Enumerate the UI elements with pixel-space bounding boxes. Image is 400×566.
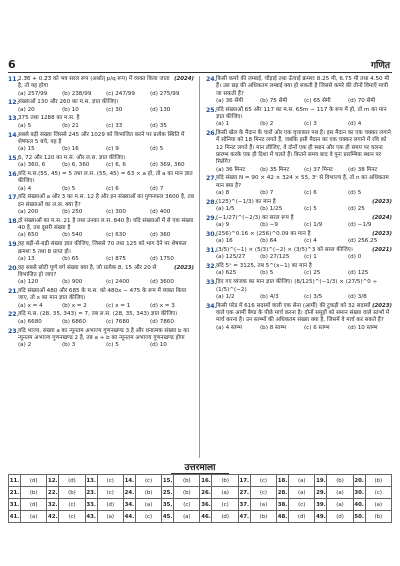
answer-option: (b) 238/99 (62, 90, 92, 97)
question-number: 28. (206, 198, 217, 206)
answer-number: 47. (238, 511, 250, 523)
answer-number: 15. (162, 475, 174, 487)
answer-option: (a) 6680 (18, 318, 42, 325)
answer-option: (c) 6 (106, 185, 119, 192)
option-list (216, 222, 392, 229)
question-text: यदि संख्याओं a और 3 का म.स. 12 है और इन संख्याओं का गुणनफल 3600 है, तब इन संख्याओं का ल.स. क्या है? (18, 194, 194, 208)
question-item (206, 303, 392, 332)
question-item (8, 76, 194, 98)
answer-option: (b) x = 2 (62, 302, 87, 309)
answer-number: 28. (277, 487, 289, 499)
answer-number: 43. (85, 511, 97, 523)
answer-option: (d) 5 (348, 189, 362, 196)
answer-option: (b) 64 (260, 238, 277, 245)
answer-number: 26. (200, 487, 212, 499)
question-number: 23. (8, 327, 19, 335)
answer-number: 18. (277, 475, 289, 487)
answer-value: (a) (97, 511, 123, 523)
answer-option: (d) 0 (348, 254, 362, 261)
question-item (206, 175, 392, 197)
question-year: (2023) (174, 264, 194, 271)
answer-option: (c) 5 (106, 342, 119, 349)
answer-option: (d) 360 (150, 232, 171, 239)
option-list (18, 256, 194, 263)
question-item (206, 263, 392, 278)
question-item (206, 107, 392, 129)
answer-option: (d) 7 (150, 185, 164, 192)
answer-option: (b) 250 (62, 209, 83, 216)
answer-option: (a) 36 सेमी (216, 97, 244, 104)
answer-option: (c) 37 मिनट (304, 166, 333, 173)
answer-number: 33. (85, 499, 97, 511)
page-header (8, 58, 392, 73)
answer-option: (b) 75 सेमी (260, 97, 288, 104)
answer-number: 48. (277, 511, 289, 523)
answer-key-heading (0, 460, 400, 474)
question-number: 14. (8, 131, 19, 139)
question-text: यदि म.स. (28, 35, 343) = 7, तब ल.स. (28, 35, 343) ज्ञात कीजिए। (18, 311, 178, 318)
answer-option: (d) 3600 (150, 279, 174, 286)
answer-option: (b) −9 (260, 222, 278, 229)
answer-option: (d) 35 (150, 122, 167, 129)
answer-option: (b) 8 स्तम्भ (260, 324, 287, 331)
question-item (8, 194, 194, 216)
answer-option: (c) 5 (304, 206, 317, 213)
answer-option: (c) 247/99 (106, 90, 135, 97)
answer-number: 17. (238, 475, 250, 487)
question-item (206, 199, 392, 214)
question-number: 29. (206, 214, 217, 222)
answer-value: (d) (289, 511, 315, 523)
answer-option: (d) 3/8 (348, 293, 367, 300)
question-year: (2023) (372, 230, 392, 237)
option-list (18, 342, 194, 349)
option-list (18, 209, 194, 216)
answer-value: (b) (174, 487, 200, 499)
top-margin (0, 0, 400, 62)
answer-value: (b) (21, 487, 47, 499)
answer-option: (a) 16 (216, 238, 233, 245)
answer-option: (a) 5 (18, 122, 32, 129)
answer-value: (a) (327, 487, 353, 499)
answer-value: (d) (21, 475, 47, 487)
answer-value: (a) (135, 499, 161, 511)
option-list (216, 325, 392, 332)
question-item (8, 218, 194, 240)
option-list (18, 146, 194, 153)
question-number: 18. (8, 217, 19, 225)
question-year: (2024) (174, 76, 194, 82)
answer-number: 11. (9, 475, 21, 487)
answer-value: (b) (365, 475, 391, 487)
answer-number: 20. (353, 475, 365, 487)
answer-number: 39. (315, 499, 327, 511)
answer-value: (a) (250, 499, 276, 511)
answer-option: (b) 7 (260, 189, 274, 196)
question-text: वह बड़ी-से-बड़ी संख्या ज्ञात कीजिए, जिससे 70 तथा 125 को भाग देने पर शेषफल क्रमशः 5 तथा 8 प्राप्त हो। (18, 241, 187, 255)
answer-value: (d) (97, 499, 123, 511)
answer-option: (d) −1/9 (348, 222, 372, 229)
answer-value: (d) (59, 475, 85, 487)
answer-option: (d) 10 (150, 342, 167, 349)
question-number: 22. (8, 311, 19, 319)
question-number: 15. (8, 154, 19, 162)
answer-option: (d) 70 सेमी (348, 97, 376, 104)
option-list (18, 319, 194, 326)
answer-option: (b) 3 (62, 342, 76, 349)
question-year: (2021) (372, 247, 392, 254)
answer-value: (a) (21, 511, 47, 523)
answer-value: (b) (174, 475, 200, 487)
answer-number: 29. (315, 487, 327, 499)
answer-value: (a) (174, 511, 200, 523)
answer-value: (c) (289, 499, 315, 511)
question-year: (2024) (372, 214, 392, 221)
answer-value: (b) (327, 475, 353, 487)
answer-value: (d) (327, 511, 353, 523)
question-text: (−1/27)^(−2/3) का सरल रूप है (216, 214, 294, 221)
option-list (216, 206, 392, 213)
subject-title: गणित (370, 61, 390, 71)
option-list (18, 123, 194, 130)
answer-option: (b) 5 (260, 270, 274, 277)
answer-option: (d) 7860 (150, 318, 174, 325)
answer-option: (a) 257/99 (18, 90, 48, 97)
page-number: 6 (8, 58, 16, 71)
answer-option: (b) 2 (260, 121, 274, 128)
answer-number: 50. (353, 511, 365, 523)
answer-value: (c) (97, 475, 123, 487)
question-text: यदि संख्याओं 480 और 685 के म.स. को 480x − 475 के रूप में व्यक्त किया जाए, तो x का मान ज्ञात कीजिए। (18, 288, 187, 302)
question-item (8, 241, 194, 263)
question-text: 375 तथा 1288 का म.स. है (18, 115, 80, 122)
answer-value: (d) (21, 499, 47, 511)
answer-option: (d) 38 मिनट (348, 166, 378, 173)
answer-option: (d) 25 (348, 206, 365, 213)
answer-row (9, 475, 392, 487)
answer-option: (b) 35 मिनट (260, 166, 290, 173)
answer-row (9, 511, 392, 523)
answer-option: (a) 360, 6 (18, 162, 46, 169)
option-list (18, 162, 194, 169)
question-number: 33. (206, 279, 217, 287)
answer-option: (c) 1 (304, 254, 317, 261)
answer-option: (a) 20 (18, 106, 35, 113)
answer-value: (c) (365, 487, 391, 499)
bottom-margin (0, 528, 400, 566)
answer-number: 42. (47, 511, 59, 523)
answer-option: (a) 1/5 (216, 206, 235, 213)
answer-value: (a) (365, 499, 391, 511)
answer-number: 32. (47, 499, 59, 511)
answer-number: 13. (85, 475, 97, 487)
answer-value: (a) (289, 475, 315, 487)
answer-option: (a) 36 मिनट (216, 166, 246, 173)
answer-option: (c) 6 स्तम्भ (304, 324, 330, 331)
answer-number: 41. (9, 511, 21, 523)
answer-option: (d) 275/99 (150, 90, 180, 97)
answer-value: (b) (365, 511, 391, 523)
answer-option: (d) 1750 (150, 255, 174, 262)
question-text: (125)^(−1/3) का मान है (216, 198, 276, 205)
option-list (216, 294, 392, 301)
answer-key-title: उत्तरमाला (171, 460, 230, 474)
answer-number: 46. (200, 511, 212, 523)
question-text: यदि भाज्य, संख्या a का न्यूनतम अभाज्य गुणनखण्ड 3 है और धनात्मक संख्या b का न्यूनतम अभाज्य गुणनखण्ड 2 है, तब a + b का न्यूनतम अभाज्य गुणनखण्ड होगा (18, 327, 190, 341)
answer-option: (c) 4 (304, 238, 317, 245)
answer-option: (d) 5 (150, 146, 164, 153)
question-text: किसी परेड में 616 सदस्यों वाली एक सेना (आर्मी) की टुकड़ी को 32 सदस्यों वाले एक आर्मी बैण्ड के पीछे मार्च करना है। दोनों समूहों को समान संख्या वाले स्तंभों में मार्च करना है। उन स्तम्भों की अधिकतम संख्या क्या है, जिसमें वे मार्च कर सकते हैं? (216, 302, 390, 324)
answer-number: 16. (200, 475, 212, 487)
answer-value: (c) (135, 511, 161, 523)
question-text: (3/5)^(−1) × (5/3)^(−2) × (3/5)^3 को सरल कीजिए। (216, 247, 353, 254)
answer-number: 27. (238, 487, 250, 499)
answer-number: 25. (162, 487, 174, 499)
answer-option: (a) 13 (18, 255, 35, 262)
option-list (18, 279, 194, 286)
question-number: 27. (206, 175, 217, 183)
question-number: 12. (8, 99, 19, 107)
question-number: 30. (206, 230, 217, 238)
question-year: (2023) (372, 198, 392, 205)
answer-option: (c) 300 (106, 209, 126, 216)
question-text: यदि संख्याओं 65 और 117 का म.स. 65m − 117 के रूप में हो, तो m का मान ज्ञात कीजिए। (216, 106, 387, 120)
option-list (216, 121, 392, 128)
answer-value: (a) (212, 487, 238, 499)
answer-option: (a) 650 (18, 232, 39, 239)
question-item (8, 328, 194, 350)
question-number: 25. (206, 106, 217, 114)
answer-number: 36. (200, 499, 212, 511)
answer-option: (b) 4/3 (260, 293, 279, 300)
option-list (18, 107, 194, 114)
question-number: 32. (206, 263, 217, 271)
answer-key-table (8, 474, 392, 523)
answer-value: (b) (212, 475, 238, 487)
answer-number: 37. (238, 499, 250, 511)
question-text: किसी कमरे की लम्बाई, चौड़ाई तथा ऊँचाई क्रमशः 8.25 मी, 6.75 मी तथा 4.50 मी हैं। उस छड़ की अधिकतम लम्बाई क्या हो सकती है जिससे कमरे की तीनों विमाएँ मापी जा सकती हैं? (216, 76, 390, 97)
answer-option: (a) 8 (216, 189, 230, 196)
question-number: 19. (8, 241, 19, 249)
question-item (8, 288, 194, 310)
answer-option: (b) 16 (62, 146, 79, 153)
answer-row (9, 487, 392, 499)
answer-option: (b) 540 (62, 232, 83, 239)
option-list (18, 232, 194, 239)
answer-number: 35. (162, 499, 174, 511)
answer-option: (a) 625 (216, 270, 237, 277)
question-text: 6, 72 और 120 का म.स. और ल.स. ज्ञात कीजिए। (18, 154, 126, 161)
question-item (8, 132, 194, 154)
answer-option: (d) x = 3 (150, 302, 175, 309)
answer-option: (b) 27/125 (260, 254, 290, 261)
option-list (18, 91, 194, 98)
question-text: वह सबसे छोटी पूर्ण वर्ग संख्या क्या है, जो प्रत्येक 8, 15 और 20 से विभाजित हो जाए? (18, 264, 157, 278)
left-question-column (8, 76, 194, 351)
answer-option: (a) 4 स्तम्भ (216, 324, 242, 331)
question-year: (2023) (372, 302, 392, 309)
answer-number: 22. (47, 487, 59, 499)
answer-option: (d) 130 (150, 106, 171, 113)
answer-value: (c) (59, 499, 85, 511)
answer-option: (d) 256.25 (348, 238, 378, 245)
answer-option: (c) 9 (106, 146, 119, 153)
answer-value: (b) (250, 511, 276, 523)
answer-option: (a) 200 (18, 209, 39, 216)
answer-option: (c) 6 (304, 189, 317, 196)
question-item (206, 76, 392, 105)
answer-option: (b) 6, 360 (62, 162, 90, 169)
question-text: यदि संख्या N = 90 × 42 × 324 × 55, 3ⁿ से विभाज्य है, तो n का अधिकतम मान क्या है? (216, 175, 389, 189)
option-list (18, 186, 194, 193)
answer-option: (a) x = 4 (18, 302, 43, 309)
answer-option: (a) 1/2 (216, 293, 235, 300)
answer-option: (a) 15 (18, 146, 35, 153)
question-item (206, 215, 392, 230)
question-item (8, 171, 194, 193)
answer-option: (b) 5 (62, 185, 76, 192)
question-item (206, 247, 392, 262)
question-item (8, 311, 194, 326)
answer-option: (d) 400 (150, 209, 171, 216)
option-list (216, 270, 392, 277)
answer-option: (b) 900 (62, 279, 83, 286)
answer-value: (c) (97, 487, 123, 499)
answer-number: 34. (123, 499, 135, 511)
answer-option: (c) 630 (106, 232, 126, 239)
answer-option: (a) 120 (18, 279, 39, 286)
answer-number: 49. (315, 511, 327, 523)
answer-number: 24. (123, 487, 135, 499)
option-list (216, 254, 392, 261)
question-text: दो संख्याओं का म.स. 21 है तथा उनका ल.स. 840 है। यदि संख्याओं में से एक संख्या 40 है, तब दूसरी संख्या है (18, 217, 194, 232)
question-text: किसी खेल के मैदान के चारों ओर एक वृत्ताकार पथ है। इस मैदान का एक चक्कर लगाने में सोनिया को 18 मिनट लगते हैं, जबकि इसी मैदान का एक चक्कर लगाने में रवि को 12 मिनट लगते हैं। मान लीजिए, वे दोनों एक ही स्थान और एक ही समय पर चलना प्रारम्भ करके एक ही दिशा में चलते हैं। कितने समय बाद वे पुनः प्रारम्भिक स्थान पर मिलेंगे? (216, 130, 391, 166)
answer-option: (b) 6860 (62, 318, 86, 325)
question-number: 17. (8, 194, 19, 202)
question-text: संख्याओं 130 और 260 का म.स. ज्ञात कीजिए। (18, 99, 119, 106)
question-item (206, 231, 392, 246)
question-number: 31. (206, 247, 217, 255)
answer-number: 19. (315, 475, 327, 487)
question-text: यदि म.स.(55, 45) = 5 तथा ल.स. (55, 45) = 63 × a हो, तो a का मान ज्ञात कीजिए। (18, 171, 193, 185)
answer-value: (c) (250, 487, 276, 499)
answer-option: (a) 125/27 (216, 254, 246, 261)
question-item (8, 155, 194, 170)
column-divider (199, 76, 200, 458)
answer-value: (d) (212, 511, 238, 523)
answer-value: (c) (212, 499, 238, 511)
answer-option: (c) 6, 6 (106, 162, 126, 169)
answer-option: (c) 65 सेमी (304, 97, 331, 104)
answer-number: 40. (353, 499, 365, 511)
answer-value: (c) (135, 475, 161, 487)
answer-option: (d) 4 (348, 121, 362, 128)
answer-option: (d) 369, 360 (150, 162, 185, 169)
answer-option: (a) 9 (216, 222, 230, 229)
question-item (206, 279, 392, 301)
answer-option: (c) 33 (106, 122, 123, 129)
answer-option: (b) 65 (62, 255, 79, 262)
question-text: सबसे बड़ी संख्या जिससे 245 और 1029 को विभाजित करने पर प्रत्येक स्थिति में शेषफल 5 बचे, वह है (18, 131, 185, 145)
answer-value: (b) (59, 487, 85, 499)
question-number: 34. (206, 302, 217, 310)
answer-number: 45. (162, 511, 174, 523)
answer-option: (a) 2 (18, 342, 32, 349)
question-number: 21. (8, 288, 19, 296)
question-item (8, 115, 194, 130)
question-item (206, 130, 392, 174)
answer-value: (b) (135, 487, 161, 499)
answer-value: (a) (289, 487, 315, 499)
answer-option: (c) 3/5 (304, 293, 323, 300)
answer-option: (c) 3 (304, 121, 317, 128)
right-question-column (206, 76, 392, 333)
question-number: 20. (8, 264, 19, 272)
answer-option: (d) 125 (348, 270, 369, 277)
answer-option: (c) 25 (304, 270, 321, 277)
answer-value: (c) (250, 475, 276, 487)
answer-number: 31. (9, 499, 21, 511)
answer-option: (c) 875 (106, 255, 126, 262)
answer-option: (c) 1/9 (304, 222, 323, 229)
question-text: (256)^0.16 × (256)^0.09 का मान है (216, 230, 311, 237)
answer-option: (b) 21 (62, 122, 79, 129)
question-item (8, 99, 194, 114)
answer-option: (b) 1/25 (260, 206, 283, 213)
answer-option: (c) 7680 (106, 318, 130, 325)
question-number: 13. (8, 115, 19, 123)
answer-option: (a) 4 (18, 185, 32, 192)
question-text: यदि 5ˣ = 3125, तब 5^(x−1) का मान है (216, 263, 312, 270)
question-number: 26. (206, 130, 217, 138)
question-text: 2.3̅6̅ + 0.2̅3̅ को भव सरल रूप (अर्थात् p/q रूप) में व्यक्त किया जाता है, तो यह होगा (18, 76, 170, 90)
answer-option: (c) 30 (106, 106, 123, 113)
answer-number: 21. (9, 487, 21, 499)
option-list (216, 167, 392, 174)
answer-value: (c) (59, 511, 85, 523)
question-number: 24. (206, 76, 217, 83)
answer-row (9, 499, 392, 511)
answer-number: 30. (353, 487, 365, 499)
option-list (216, 238, 392, 245)
answer-number: 12. (47, 475, 59, 487)
answer-value: (c) (174, 499, 200, 511)
answer-option: (a) 1 (216, 121, 230, 128)
answer-number: 23. (85, 487, 97, 499)
answer-number: 44. (123, 511, 135, 523)
answer-number: 38. (277, 499, 289, 511)
answer-option: (d) 10 स्तम्भ (348, 324, 378, 331)
question-number: 11. (8, 76, 19, 83)
answer-option: (b) 10 (62, 106, 79, 113)
question-text: दिए गए व्यंजक का मान ज्ञात कीजिए। (8/125)^(−1/3) × (27/5)^0 ÷ (1/5)^(−2) (216, 279, 378, 293)
option-list (18, 303, 194, 310)
answer-number: 14. (123, 475, 135, 487)
answer-option: (c) 2400 (106, 279, 130, 286)
answer-value: (a) (327, 499, 353, 511)
option-list (216, 190, 392, 197)
answer-option: (c) x = 1 (106, 302, 131, 309)
question-item (8, 265, 194, 287)
option-list (216, 98, 392, 105)
question-number: 16. (8, 171, 19, 179)
